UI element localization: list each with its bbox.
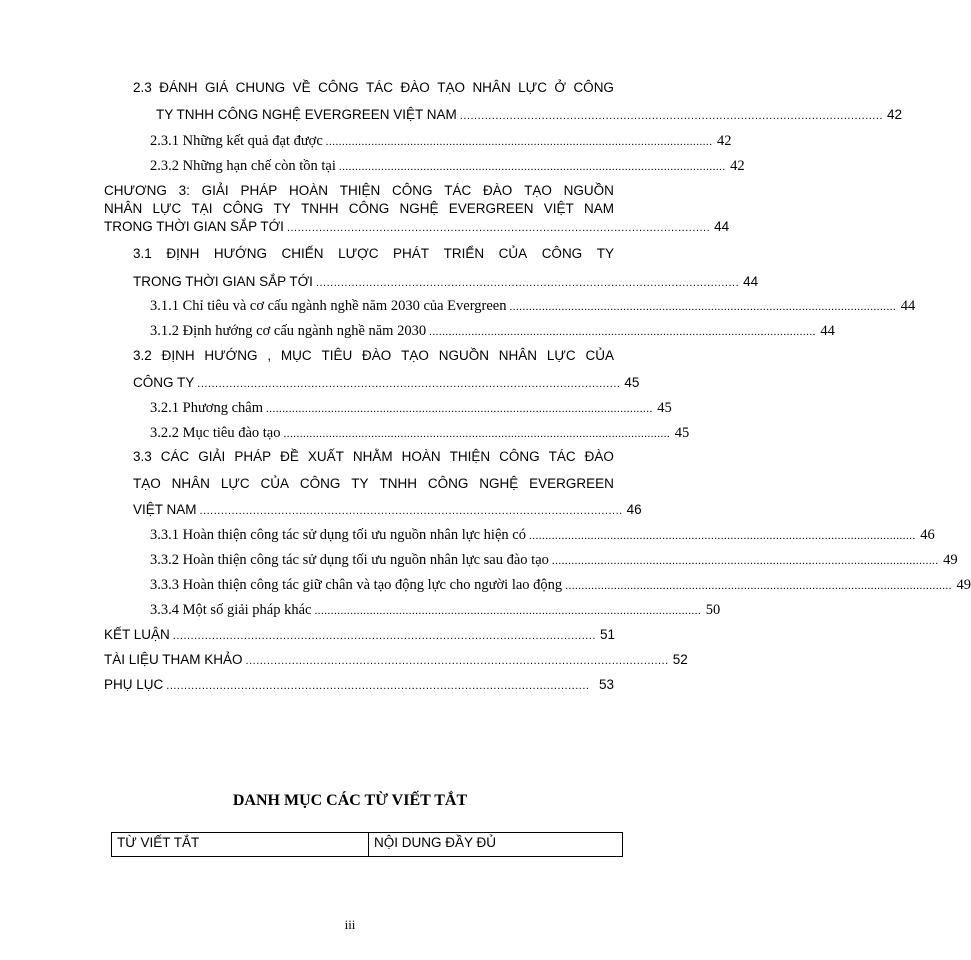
toc-heading-word: LỰC: [518, 80, 547, 95]
toc-heading-word: ĐỀ: [280, 449, 299, 464]
toc-3-3-2[interactable]: [150, 552, 958, 569]
toc-heading-word: 3:: [178, 183, 190, 198]
toc-label: 3.3.1 Hoàn thiện công tác sử dụng tối ưu nguồn nhân lực hiện có: [150, 527, 526, 543]
toc-2-3[interactable]: [156, 107, 902, 122]
toc-heading-word: TẠI: [191, 201, 213, 216]
toc-heading-word: PHÁP: [240, 183, 278, 198]
dot-leader: .......................................................................................................................: [266, 403, 653, 415]
toc-page-number: 53: [598, 677, 614, 692]
toc-3-2-1[interactable]: [150, 400, 672, 417]
toc-heading-word: TNHH: [379, 476, 417, 491]
toc-chapter-3-line1[interactable]: [104, 183, 614, 198]
dot-leader: .......................................................................................................................: [315, 277, 740, 289]
dot-leader: .......................................................................................................................: [199, 505, 623, 517]
toc-3-3-3[interactable]: [150, 577, 971, 594]
toc-heading-word: CÔNG: [299, 476, 341, 491]
dot-leader: .......................................................................................................................: [459, 110, 883, 122]
toc-label: KẾT LUẬN: [104, 627, 170, 642]
toc-heading-word: LỰC: [546, 348, 576, 363]
toc-heading-word: TẠO: [401, 348, 429, 363]
toc-heading-word: GIẢI: [201, 183, 229, 198]
toc-heading-word: TY: [351, 476, 369, 491]
toc-heading-word: ĐÁNH: [159, 80, 198, 95]
toc-label: 3.2.2 Mục tiêu đào tạo: [150, 425, 281, 441]
toc-heading-word: CHIẾN: [281, 246, 324, 261]
toc-page-number: 50: [705, 602, 721, 618]
dot-leader: .......................................................................................................................: [565, 580, 952, 592]
toc-3-3[interactable]: [133, 502, 642, 517]
toc-heading-word: GIÁ: [204, 80, 229, 95]
toc-label: 3.3.4 Một số giải pháp khác: [150, 602, 312, 618]
toc-heading-word: HOÀN: [288, 183, 328, 198]
toc-3-1-2[interactable]: [150, 323, 835, 340]
toc-label: 3.1.2 Định hướng cơ cấu ngành nghề năm 2030: [150, 323, 427, 339]
toc-page-number: 44: [900, 298, 916, 314]
toc-page-number: 49: [943, 552, 958, 568]
toc-label: 2.3.1 Những kết quả đạt được: [150, 133, 323, 149]
toc-page-number: 44: [714, 219, 730, 234]
toc-label: PHỤ LỤC: [104, 677, 164, 692]
toc-heading-word: CÔNG: [392, 183, 433, 198]
dot-leader: .......................................................................................................................: [286, 222, 711, 234]
toc-chapter-3-line2[interactable]: [104, 201, 614, 216]
toc-3-3-4[interactable]: [150, 602, 721, 619]
toc-page-number: 46: [920, 527, 935, 543]
toc-heading-word: NGHỆ: [479, 476, 519, 491]
toc-heading-word: LỰC: [220, 476, 250, 491]
toc-heading-word: NAM: [584, 201, 614, 216]
toc-heading-word: CỦA: [585, 348, 614, 363]
toc-heading-word: CÔNG: [541, 246, 583, 261]
dot-leader: .......................................................................................................................: [325, 136, 713, 148]
toc-heading-word: CÔNG: [427, 476, 469, 491]
toc-heading-word: CÔNG: [499, 449, 540, 464]
toc-label: 3.2.1 Phương châm: [150, 400, 263, 416]
toc-page-number: 42: [717, 133, 732, 149]
toc-heading-word: TÁC: [366, 80, 394, 95]
toc-heading-word: HƯỚNG: [204, 348, 258, 363]
toc-2-3-line1[interactable]: [133, 80, 614, 95]
toc-ket-luan[interactable]: [104, 627, 614, 642]
abbreviations-table: [111, 832, 623, 857]
toc-label: TRONG THỜI GIAN SẮP TỚI: [104, 219, 284, 234]
toc-heading-word: PHÁP: [234, 449, 272, 464]
dot-leader: .......................................................................................................................: [245, 655, 669, 667]
toc-heading-word: ,: [267, 348, 272, 363]
toc-label: 3.3.2 Hoàn thiện công tác sử dụng tối ưu nguồn nhân lực sau đào tạo: [150, 552, 549, 568]
toc-page-number: 45: [657, 400, 672, 416]
toc-label: TRONG THỜI GIAN SẮP TỚI: [133, 274, 313, 289]
toc-heading-word: MỤC: [280, 348, 312, 363]
toc-heading-word: HƯỚNG: [213, 246, 267, 261]
toc-label: VIỆT NAM: [133, 502, 197, 517]
toc-page-number: 52: [672, 652, 688, 667]
toc-heading-word: NHẰM: [352, 449, 393, 464]
toc-page-number: 42: [886, 107, 902, 122]
toc-3-2[interactable]: [133, 375, 640, 390]
table-header-row: [112, 833, 623, 857]
toc-label: TÀI LIỆU THAM KHẢO: [104, 652, 243, 667]
toc-heading-word: NHÂN: [498, 348, 538, 363]
toc-heading-word: TÁC: [548, 449, 576, 464]
toc-heading-word: ĐÀO: [400, 80, 430, 95]
toc-heading-word: LỰC: [152, 201, 182, 216]
dot-leader: .......................................................................................................................: [166, 680, 590, 692]
toc-heading-word: CÔNG: [573, 80, 614, 95]
toc-heading-word: CÁC: [160, 449, 190, 464]
toc-heading-word: VỀ: [292, 80, 311, 95]
toc-heading-word: EVERGREEN: [448, 201, 534, 216]
toc-3-1-line1[interactable]: [133, 246, 614, 261]
toc-heading-word: CÔNG: [222, 201, 264, 216]
toc-label: CÔNG TY: [133, 375, 195, 390]
table-header-cell: TỪ VIẾT TẮT: [112, 833, 369, 857]
toc-heading-word: CÔNG: [318, 80, 359, 95]
toc-heading-word: 3.3: [133, 449, 152, 464]
toc-3-1-1[interactable]: [150, 298, 916, 315]
toc-label: 3.1.1 Chỉ tiêu và cơ cấu ngành nghề năm 2030 của Evergreen: [150, 298, 507, 314]
toc-3-2-line1[interactable]: [133, 348, 614, 363]
toc-3-2-2[interactable]: [150, 425, 690, 442]
toc-heading-word: GIẢI: [198, 449, 226, 464]
toc-heading-word: 2.3: [133, 80, 152, 95]
toc-heading-word: ĐÀO: [483, 183, 513, 198]
toc-heading-word: TIÊU: [321, 348, 353, 363]
toc-label: 2.3.2 Những hạn chế còn tồn tại: [150, 158, 336, 174]
dot-leader: .......................................................................................................................: [197, 378, 621, 390]
toc-heading-word: TÁC: [444, 183, 472, 198]
toc-heading-word: 3.1: [133, 246, 152, 261]
toc-heading-word: LƯỢC: [338, 246, 379, 261]
toc-page-number: 44: [743, 274, 759, 289]
toc-heading-word: CỦA: [498, 246, 528, 261]
toc-heading-word: THIỆN: [339, 183, 381, 198]
toc-heading-word: ĐÀO: [362, 348, 392, 363]
toc-heading-word: CHƯƠNG: [104, 183, 167, 198]
dot-leader: .......................................................................................................................: [528, 530, 916, 542]
toc-page-number: 51: [599, 627, 615, 642]
toc-heading-word: TNHH: [301, 201, 339, 216]
toc-phu-luc[interactable]: [104, 677, 614, 692]
toc-heading-word: Ở: [554, 80, 566, 95]
toc-heading-word: THIỆN: [449, 449, 491, 464]
toc-3-3-line2[interactable]: [133, 476, 614, 491]
toc-heading-word: CỦA: [260, 476, 290, 491]
dot-leader: .......................................................................................................................: [551, 555, 939, 567]
dot-leader: .......................................................................................................................: [283, 428, 671, 440]
toc-heading-word: TẠO: [437, 80, 465, 95]
toc-heading-word: NGUỒN: [438, 348, 489, 363]
toc-heading-word: NGHỆ: [399, 201, 439, 216]
dot-leader: .......................................................................................................................: [338, 161, 726, 173]
toc-label: TY TNHH CÔNG NGHỆ EVERGREEN VIỆT NAM: [156, 107, 457, 122]
toc-3-3-1[interactable]: [150, 527, 935, 544]
toc-chapter-3[interactable]: [104, 219, 730, 234]
dot-leader: .......................................................................................................................: [509, 301, 897, 313]
toc-heading-word: VIỆT: [543, 201, 574, 216]
abbreviations-title: DANH MỤC CÁC TỪ VIẾT TẮT: [232, 792, 468, 809]
toc-heading-word: TY: [273, 201, 291, 216]
toc-heading-word: TẠO: [524, 183, 552, 198]
toc-heading-word: 3.2: [133, 348, 152, 363]
toc-heading-word: TẠO: [133, 476, 161, 491]
toc-3-3-line1[interactable]: [133, 449, 614, 464]
toc-heading-word: EVERGREEN: [529, 476, 614, 491]
toc-heading-word: HOÀN: [401, 449, 441, 464]
dot-leader: .......................................................................................................................: [172, 630, 596, 642]
toc-heading-word: TY: [596, 246, 614, 261]
toc-page-number: 45: [674, 425, 690, 441]
toc-label: 3.3.3 Hoàn thiện công tác giữ chân và tạo động lực cho người lao động: [150, 577, 563, 593]
toc-heading-word: ĐÀO: [584, 449, 614, 464]
toc-heading-word: XUẤT: [307, 449, 344, 464]
toc-3-1[interactable]: [133, 274, 759, 289]
toc-page-number: 49: [956, 577, 971, 593]
toc-heading-word: CÔNG: [348, 201, 390, 216]
toc-heading-word: PHÁT: [393, 246, 430, 261]
toc-heading-word: NHÂN: [104, 201, 143, 216]
toc-heading-word: ĐỊNH: [161, 348, 195, 363]
toc-page-number: 44: [820, 323, 835, 339]
toc-heading-word: CHUNG: [235, 80, 286, 95]
toc-tai-lieu-tham-khao[interactable]: [104, 652, 688, 667]
toc-page-number: 45: [624, 375, 640, 390]
dot-leader: .......................................................................................................................: [314, 605, 702, 617]
toc-page-number: 42: [730, 158, 745, 174]
page-number: iii: [344, 917, 356, 932]
toc-2-3-1[interactable]: [150, 133, 732, 150]
toc-2-3-2[interactable]: [150, 158, 745, 175]
toc-heading-word: NHÂN: [171, 476, 210, 491]
toc-heading-word: NGUỒN: [563, 183, 614, 198]
toc-heading-word: ĐỊNH: [166, 246, 200, 261]
toc-heading-word: TRIỂN: [443, 246, 485, 261]
toc-page-number: 46: [626, 502, 642, 517]
dot-leader: .......................................................................................................................: [429, 326, 816, 338]
toc-heading-word: NHÂN: [472, 80, 511, 95]
table-header-cell: NỘI DUNG ĐẦY ĐỦ: [369, 833, 623, 857]
